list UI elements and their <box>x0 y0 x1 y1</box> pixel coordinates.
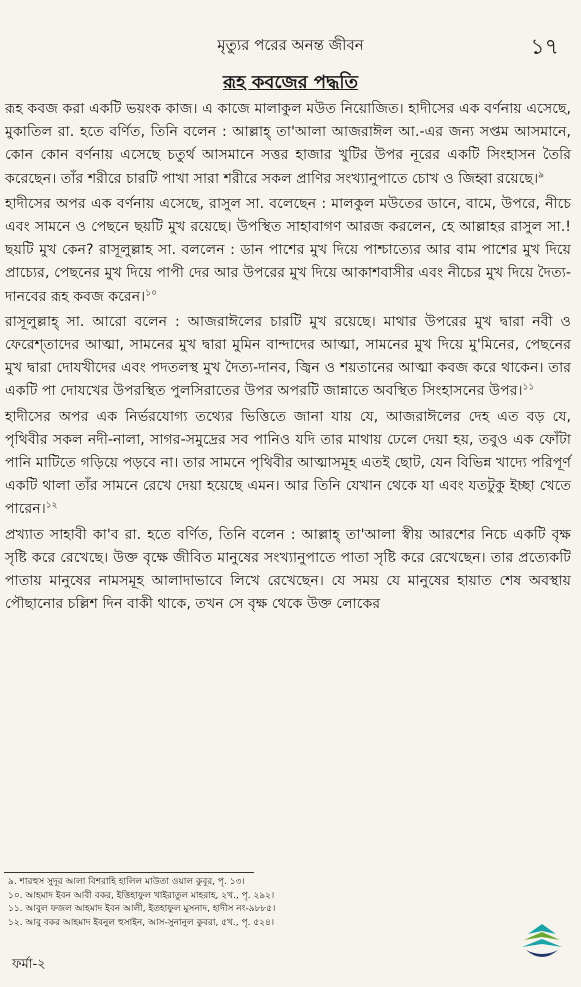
publisher-logo-icon <box>516 920 568 968</box>
paragraph-1: রূহ কবজ করা একটি ভয়ংক কাজ। এ কাজে মালাকুল মউত নিয়োজিত। হাদীসের এক বর্ণনায় এসেছে, মুকাতিল রা. হতে বর্ণিত, তিনি বলেন : আল্লাহ্ তা'আলা আজরাঈল আ.-এর জন্য সপ্তম আসমানে, কোন কোন বর্ণনায় এসেছে চতুর্থ আসমানে সত্তর হাজার খুটির উপর নূরের একটি সিংহাসন তৈরি করেছেন। তাঁর শরীরে চারটি পাখা সারা শরীরে সকল প্রাণির সংখ্যানুপাতে চোখ ও জিহ্বা রয়েছে।$^৯$ <box>5 101 571 187</box>
footnote-ref-10: ১০ <box>145 287 157 298</box>
footnote-ref-12: ১২ <box>45 500 58 511</box>
footnotes <box>8 876 478 930</box>
folio-mark: ফর্মা-২ <box>12 957 46 972</box>
running-title: মৃত্যুর পরের অনন্ত জীবন <box>217 36 364 54</box>
body-text <box>5 98 571 616</box>
footnote-9: ৯. শারহুস সুদূর আলা বিশরাহি হালিল মাউতা ওয়াল কুবূর, পৃ. ১৩। <box>8 877 245 887</box>
footnote-ref-11: ১১ <box>522 382 535 393</box>
footnote-10: ১০. আহমাদ ইবন আবী বকর, ইত্তিহাফুল খাইরাতুল মাহরাহ, ২খ., পৃ. ২৯২। <box>8 890 275 901</box>
page-number: ১৭ <box>530 35 559 60</box>
page-header <box>0 16 581 60</box>
paragraph-3: রাসূলুল্লাহ্ সা. আরো বলেন : আজরাঈলের চারটি মুখ রয়েছে। মাথার উপরের মুখ দ্বারা নবী ও ফেরেশ্‌তাদের আত্মা, সামনের মুখ দ্বারা মুমিন বান্দাদের আত্মা, সামনের মুখ দিয়ে মু'মিনের, পেছনের মুখ দ্বারা দোযখীদের এবং পদতলস্থ মুখ দৈত্য-দানব, জ্বিন ও শয়তানের আত্মা কবজ করে থাকেন। তার একটি পা দোযখের উপরস্থিত পুলসিরাতের উপর অপরটি জান্নাতে অবস্থিত সিংহাসনের উপর।$^{১১}$ <box>5 313 571 400</box>
footnote-divider <box>4 872 254 873</box>
section-heading: রূহ কবজের পদ্ধতি <box>222 72 359 93</box>
footnote-12: ১২. আবু বকর আহমাদ ইবনুল হুসাইন, আস-সুনানুল কুবরা, ৫খ., পৃ. ৫২৪। <box>8 917 275 928</box>
paragraph-5: প্রখ্যাত সাহাবী কা'ব রা. হতে বর্ণিত, তিনি বলেন : আল্লাহ্ তা'আলা স্বীয় আরশের নিচে একটি বৃক্ষ সৃষ্টি করে রেখেছে। উক্ত বৃক্ষে জীবিত মানুষের সংখ্যানুপাতে পাতা সৃষ্টি করে রেখেছেন। তার প্রত্যেকটি পাতায় মানুষের নামসমূহ আলাদাভাবে লিখে রেখেছেন। যে সময় যে মানুষের হায়াত শেষ অবস্থায় পৌছানোর চল্লিশ দিন বাকী থাকে, তখন সে বৃক্ষ থেকে উক্ত লোকের <box>5 526 571 613</box>
footnote-ref-9: ৯ <box>538 169 545 180</box>
footnote-11: ১১. আবুল ফজল আহমাদ ইবন আলী, ইতহাফুল মুসনাদ, হাদীস নং-৯৮৮৫। <box>8 904 276 914</box>
paragraph-2: হাদীসের অপর এক বর্ণনায় এসেছে, রাসুল সা. বলেছেন : মালকুল মউতের ডানে, বামে, উপরে, নীচে এবং সামনে ও পেছনে ছয়টি মুখ রয়েছে। উপস্থিত সাহাবাগণ আরজ করলেন, হে আল্লাহর রাসুল সা.! ছয়টি মুখ কেন? রাসূলুল্লাহ সা. বললেন : ডান পাশের মুখ দিয়ে পাশ্চাত্যের আর বাম পাশের মুখ দিয়ে প্রাচ্যের, পেছনের মুখ দিয়ে পাপী দের আর উপরের মুখ দিয়ে আকাশবাসীর এবং নীচের মুখ দিয়ে দৈত্য-দানবের রূহ কবজ করেন।$^{১০}$ <box>5 195 571 305</box>
paragraph-4: হাদীসের অপর এক নির্ভরযোগ্য তথ্যের ভিত্তিতে জানা যায় যে, আজরাঈলের দেহ এত বড় যে, পৃথিবীর সকল নদী-নালা, সাগর-সমুদ্রের সব পানিও যদি তার মাথায় ঢেলে দেয়া হয়, তবুও এক ফোঁটা পানি মাটিতে গড়িয়ে পড়বে না। তার সামনে পৃথিবীর আত্মাসমূহ এতই ছোট, যেন বিভিন্ন খাদ্যে পরিপূর্ণ একটি থালা তাঁর সামনে রেখে দেয়া হয়েছে এমন। আর তিনি যেখান থেকে যা এবং যতটুকু ইচ্ছা খেতে পারেন।$^{১২}$ <box>5 408 571 518</box>
